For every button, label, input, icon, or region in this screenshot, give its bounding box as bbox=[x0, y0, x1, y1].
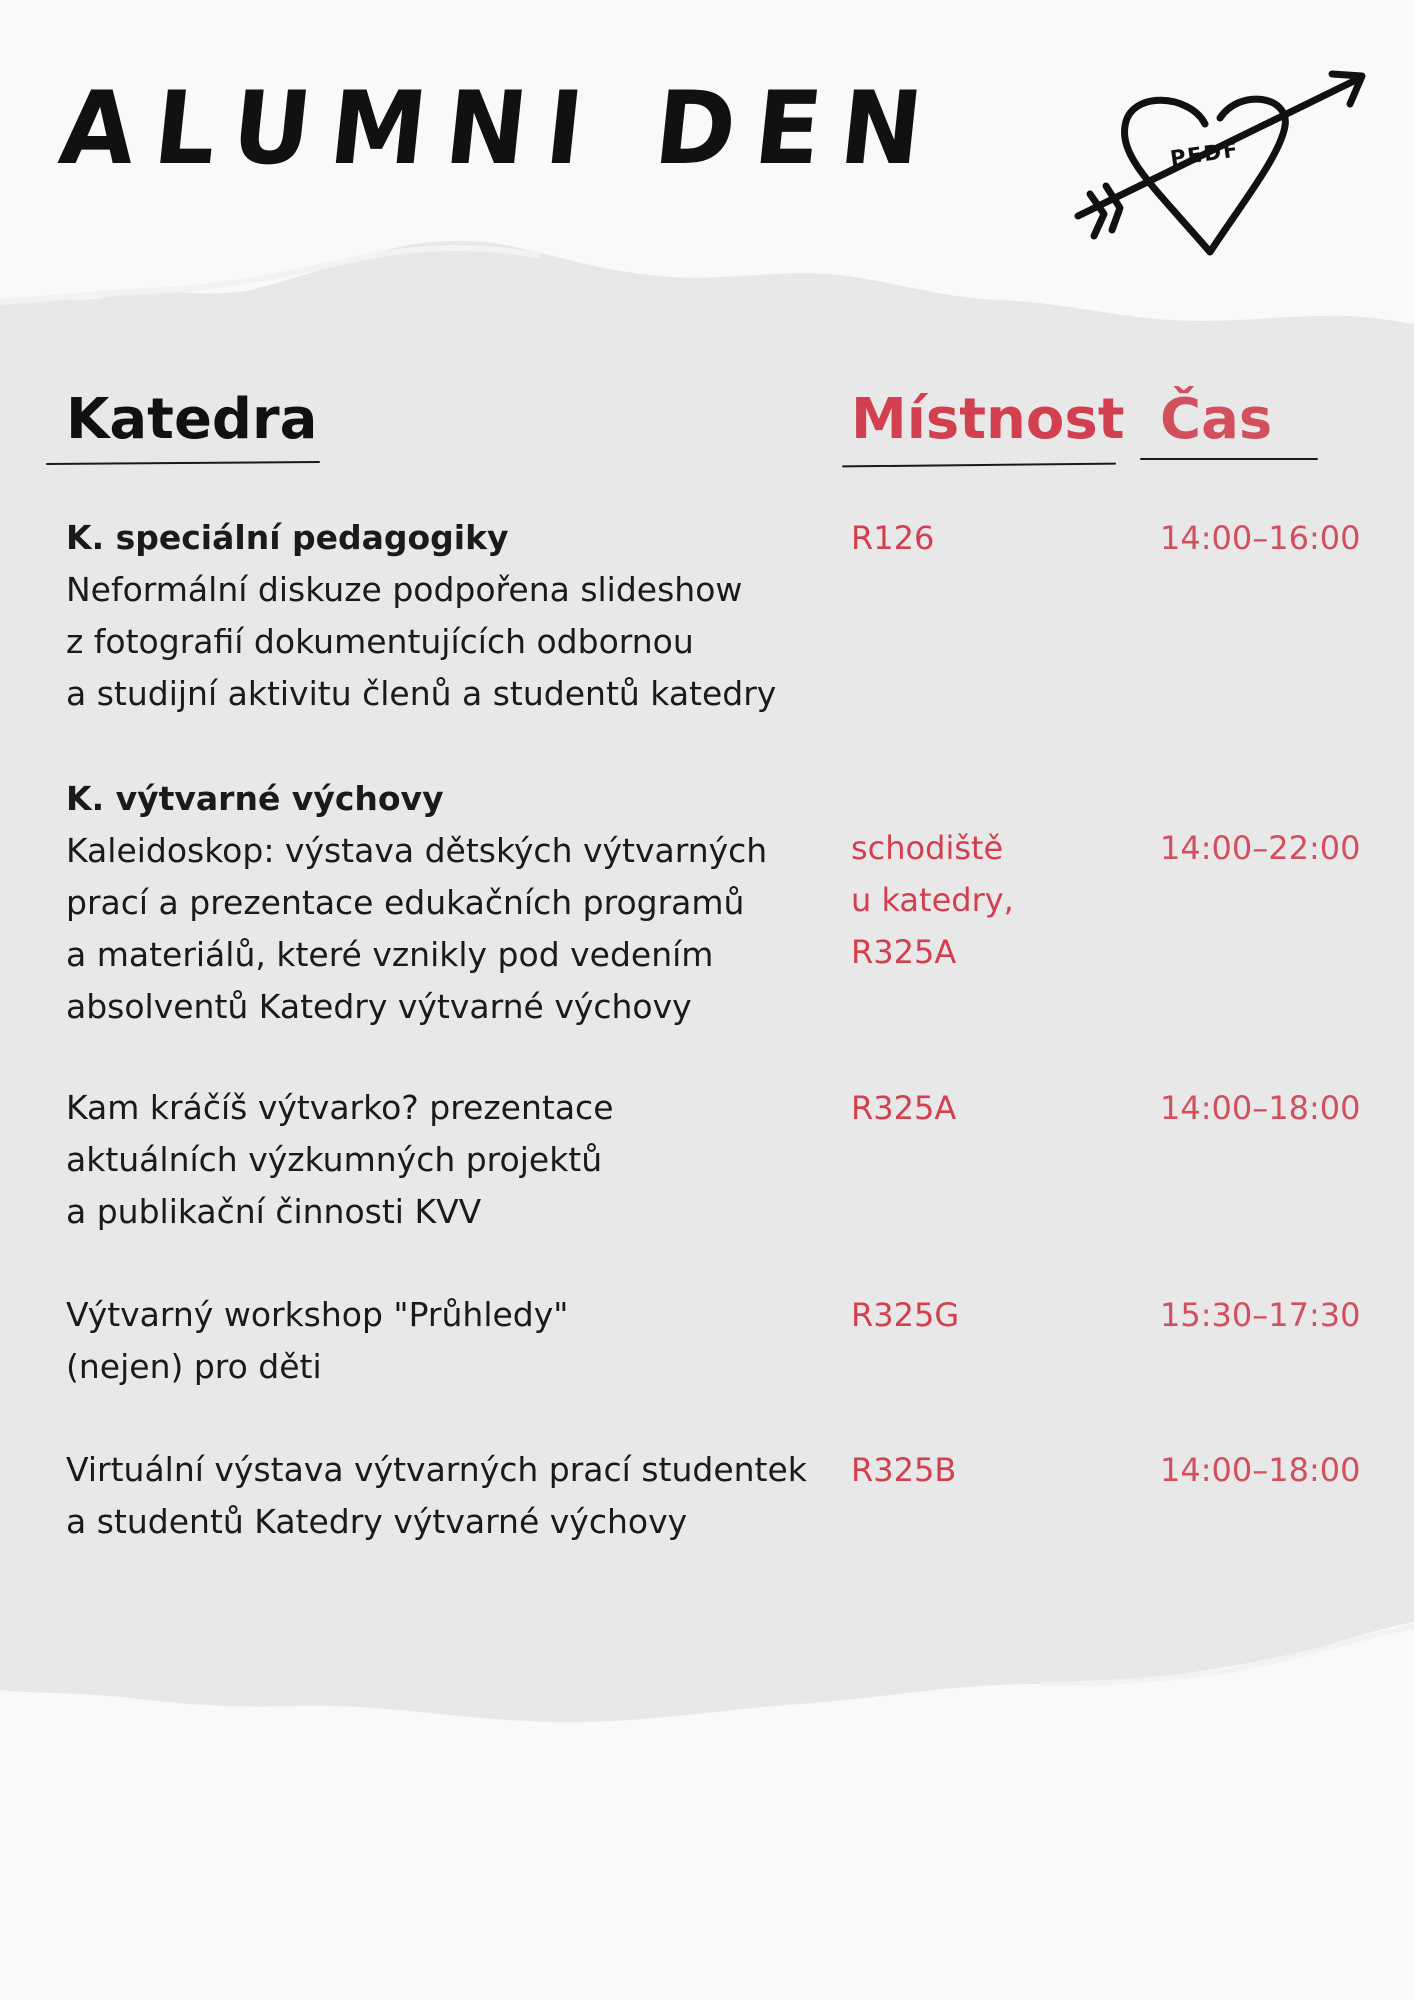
description-line: absolventů Katedry výtvarné výchovy bbox=[66, 987, 692, 1026]
list-item bbox=[66, 1082, 826, 1238]
description-line: aktuálních výzkumných projektů bbox=[66, 1140, 603, 1179]
department-name: K. speciální pedagogiky bbox=[66, 518, 509, 557]
time-cell: 14:00–18:00 bbox=[1160, 1089, 1361, 1127]
heart-arrow-logo bbox=[1070, 66, 1370, 266]
description-line: Kam kráčíš výtvarko? prezentace bbox=[66, 1088, 614, 1127]
description-line: a publikační činnosti KVV bbox=[66, 1192, 482, 1231]
description-line: Výtvarný workshop "Průhledy" bbox=[66, 1295, 569, 1334]
room-line: R325A bbox=[851, 933, 957, 971]
time-cell: 14:00–22:00 bbox=[1160, 829, 1361, 867]
description-line: a studijní aktivitu členů a studentů katedry bbox=[66, 674, 777, 713]
page-title: ALUMNI DEN bbox=[54, 69, 948, 188]
description-line: a materiálů, které vznikly pod vedením bbox=[66, 935, 714, 974]
room-line: schodiště bbox=[851, 829, 1004, 867]
department-name: K. výtvarné výchovy bbox=[66, 779, 444, 818]
room-cell bbox=[851, 1444, 956, 1496]
room-line: u katedry, bbox=[851, 881, 1014, 919]
column-header-room: Místnost bbox=[851, 387, 1125, 452]
list-item bbox=[66, 1444, 826, 1548]
description-line: Virtuální výstava výtvarných prací studentek bbox=[66, 1450, 807, 1489]
column-header-department: Katedra bbox=[66, 387, 318, 452]
list-item bbox=[66, 1289, 826, 1393]
room-line: R325G bbox=[851, 1296, 960, 1334]
time-cell: 14:00–18:00 bbox=[1160, 1451, 1361, 1489]
description-line: Kaleidoskop: výstava dětských výtvarných bbox=[66, 831, 768, 870]
list-item bbox=[66, 773, 826, 1033]
description-line: Neformální diskuze podpořena slideshow bbox=[66, 570, 743, 609]
description-line: prací a prezentace edukačních programů bbox=[66, 883, 745, 922]
room-cell bbox=[851, 822, 1014, 978]
room-cell bbox=[851, 512, 934, 564]
room-line: R126 bbox=[851, 519, 935, 557]
room-line: R325B bbox=[851, 1451, 957, 1489]
room-cell bbox=[851, 1082, 956, 1134]
list-item bbox=[66, 512, 826, 720]
description-line: z fotografií dokumentujících odbornou bbox=[66, 622, 694, 661]
description-line: a studentů Katedry výtvarné výchovy bbox=[66, 1502, 688, 1541]
description-line: (nejen) pro děti bbox=[66, 1347, 322, 1386]
logo-text: PEDF bbox=[1168, 137, 1241, 171]
column-header-time: Čas bbox=[1160, 387, 1273, 452]
room-line: R325A bbox=[851, 1089, 957, 1127]
time-cell: 14:00–16:00 bbox=[1160, 519, 1361, 557]
underline-time bbox=[1140, 458, 1318, 460]
time-cell: 15:30–17:30 bbox=[1160, 1296, 1361, 1334]
room-cell bbox=[851, 1289, 959, 1341]
